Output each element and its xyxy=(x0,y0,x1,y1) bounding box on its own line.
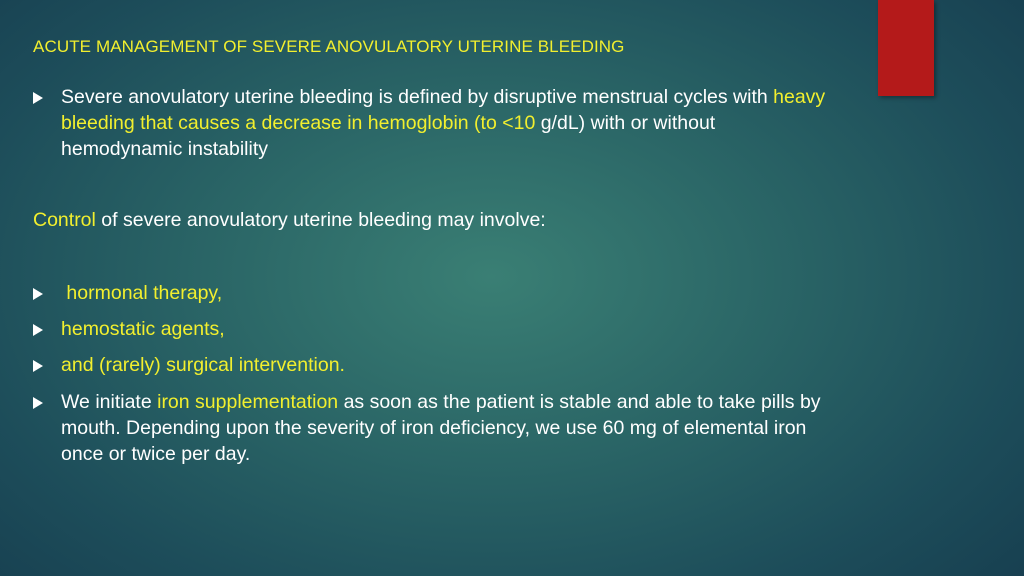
red-decorative-tab xyxy=(878,0,934,96)
list-item xyxy=(33,352,833,378)
highlight-heavy-bleeding: heavy bleeding that causes a decrease in hemoglobin (to <10 xyxy=(61,86,826,134)
list-item-hemostatic-agents: hemostatic agents, xyxy=(61,318,225,340)
bullet-iron-supplementation xyxy=(33,389,833,467)
slide-title: ACUTE MANAGEMENT OF SEVERE ANOVULATORY UTERINE BLEEDING xyxy=(33,37,625,56)
list-item-surgical-intervention: and (rarely) surgical intervention. xyxy=(61,354,345,376)
list-item xyxy=(33,280,833,306)
control-line: Control of severe anovulatory uterine bleeding may involve: xyxy=(33,209,546,231)
bullet-definition xyxy=(33,84,833,162)
triangle-bullet-icon xyxy=(33,360,43,372)
triangle-bullet-icon xyxy=(33,288,43,300)
triangle-bullet-icon xyxy=(33,397,43,409)
highlight-iron-supplementation: iron supplementation xyxy=(157,391,339,413)
triangle-bullet-icon xyxy=(33,92,43,104)
list-item xyxy=(33,316,833,342)
bullet-iron-text: We initiate iron supplementation as soon as the patient is stable and able to take pills by mouth. Depending upon the severity of iron deficiency, we use 60 mg of elemental iron once or twice per day. xyxy=(61,391,821,465)
bullet-definition-text: Severe anovulatory uterine bleeding is defined by disruptive menstrual cycles with heavy bleeding that causes a decrease in hemoglobin (to <10 g/dL) with or without hemodynamic instability xyxy=(61,86,826,160)
highlight-control: Control xyxy=(33,209,96,231)
triangle-bullet-icon xyxy=(33,324,43,336)
list-item-hormonal-therapy: hormonal therapy, xyxy=(61,282,223,304)
